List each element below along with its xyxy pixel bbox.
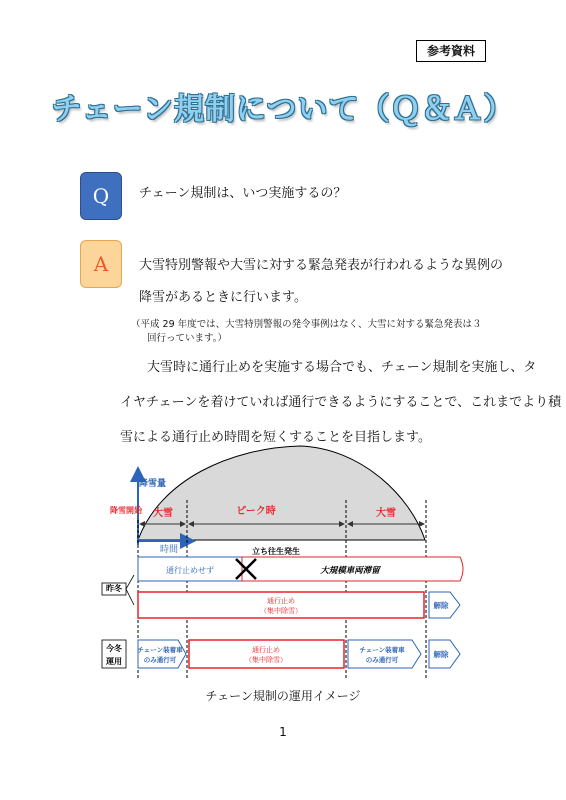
snowfall-curve (138, 446, 425, 540)
snow-start-label: 降雪開始 (110, 506, 142, 515)
phase-peak: ピーク時 (236, 506, 276, 517)
row3-chain-text-2a: チェーン装着車 (359, 646, 405, 654)
row1-congestion-text: 大規模車両滞留 (320, 566, 380, 576)
phase-heavy-snow-2: 大雪 (376, 508, 396, 519)
chain-regulation-diagram (0, 440, 566, 680)
row2-release-text: 解除 (433, 601, 449, 610)
answer-paragraph-line-2: イヤチェーンを着けていれば通行できるようにすることで、これまでより積 (120, 395, 562, 410)
answer-paragraph-line-1: 大雪時に通行止めを実施する場合でも、チェーン規制を実施し、タ (147, 360, 537, 375)
row3-closure-text-1: 通行止め (252, 646, 280, 654)
answer-badge: A (80, 240, 122, 288)
this-winter-label-2: 運用 (106, 657, 122, 666)
answer-note-1: （平成 29 年度では、大雪特別警報の発令事例はなく、大雪に対する緊急発表は３ (131, 319, 482, 330)
diagram-caption: チェーン規制の運用イメージ (205, 689, 361, 703)
question-text: チェーン規制は、いつ実施するの？ (139, 186, 347, 201)
row3-release-text: 解除 (433, 650, 449, 659)
last-winter-label: 昨冬 (106, 584, 122, 593)
row1-no-closure-text: 通行止めせず (166, 566, 214, 575)
row2-closure-text-2: （集中除雪） (260, 607, 302, 615)
row3-chain-text-1b: のみ通行可 (143, 656, 177, 664)
answer-line-2: 降雪があるときに行います。 (139, 290, 307, 305)
row3-chain-text-1a: チェーン装着車 (137, 646, 183, 654)
this-winter-label-1: 今冬 (106, 644, 122, 653)
stuck-label: 立ち往生発生 (252, 547, 300, 556)
answer-note-2: 回行っています。） (147, 333, 227, 344)
page-number: 1 (279, 725, 287, 739)
answer-line-1: 大雪特別警報や大雪に対する緊急発表が行われるような異例の (139, 258, 504, 273)
row3-closure-text-2: （集中除雪） (245, 656, 287, 664)
reference-material-tag: 参考資料 (416, 40, 486, 62)
row3-chain-text-2b: のみ通行可 (365, 656, 399, 664)
snowfall-label: 降雪量 (139, 479, 167, 489)
answer-paragraph-line-3: 雪による通行止め時間を短くすることを目指します。 (120, 430, 431, 445)
question-badge: Q (80, 172, 122, 220)
time-label: 時間 (160, 545, 179, 555)
row2-closure-text-1: 通行止め (267, 597, 295, 605)
phase-heavy-snow-1: 大雪 (153, 508, 173, 519)
page-title: チェーン規制について（Ｑ＆Ａ） (51, 92, 515, 127)
